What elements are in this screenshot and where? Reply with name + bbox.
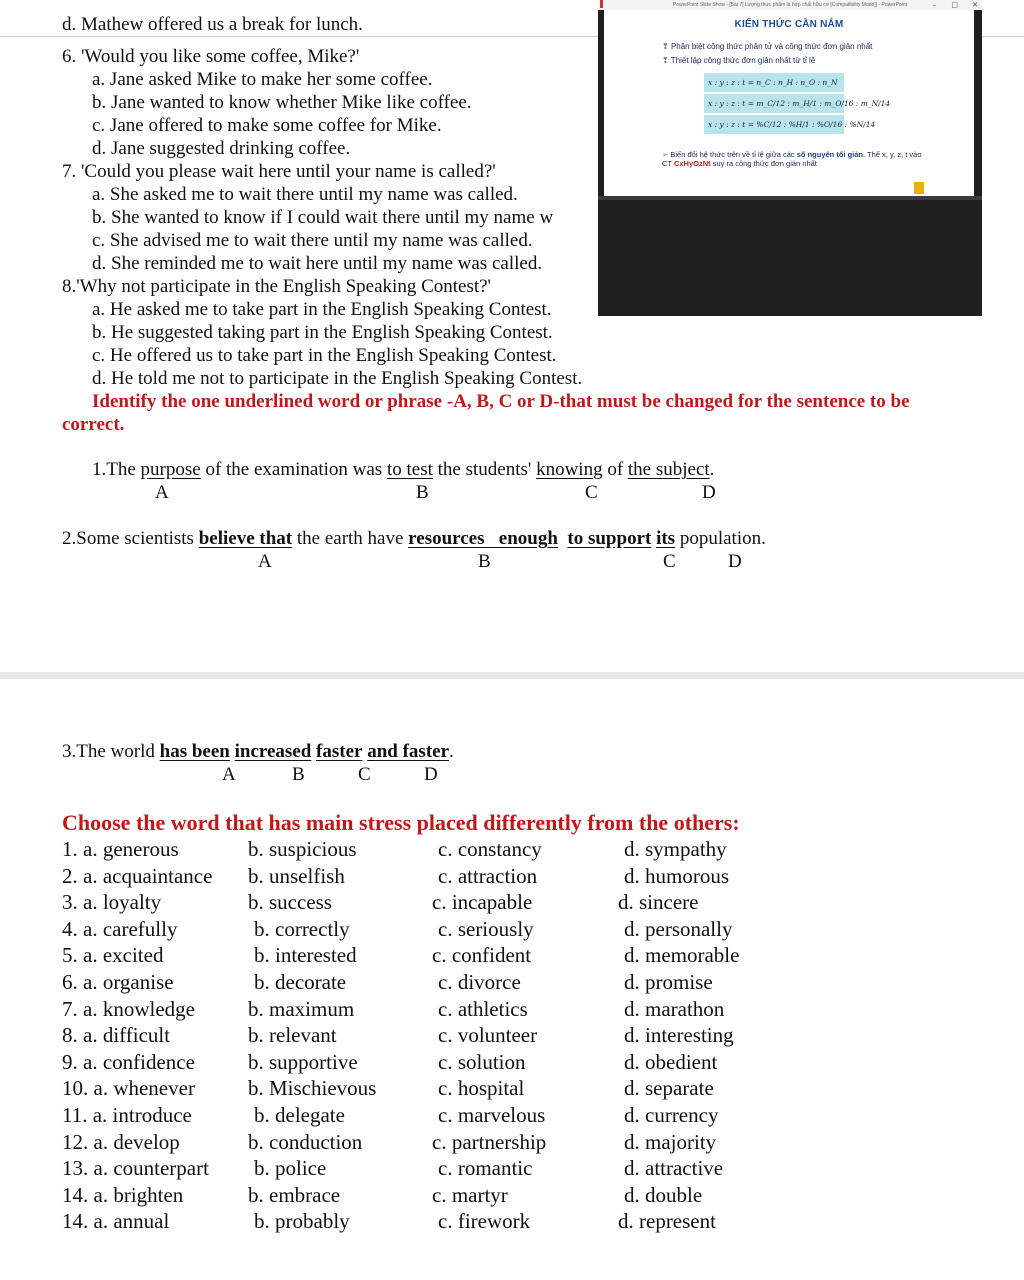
stress-q8-option-a: 8. a. difficult (62, 1023, 171, 1048)
q8-stem: 8.'Why not participate in the English Speaking Contest?' (62, 276, 491, 297)
stress-q5-option-c: c. confident (432, 943, 532, 968)
s3-underline-c: faster (316, 741, 363, 762)
q7-option-b: b. She wanted to know if I could wait there until my name w (92, 207, 554, 228)
stress-q7-option-b: b. maximum (248, 996, 355, 1021)
stress-q1-option-d: d. sympathy (624, 837, 727, 861)
formula-1: x : y : z : t = n_C : n_H : n_O : n_N (704, 73, 844, 92)
stress-q4-option-a: 4. a. carefully (62, 916, 178, 941)
stress-q9-option-d: d. obedient (624, 1049, 718, 1074)
stress-q4-option-c: c. seriously (438, 916, 534, 941)
stress-q5-option-b: b. interested (254, 943, 357, 968)
s2-underline-b: resources enough (408, 528, 558, 549)
stress-q14-option-c: c. martyr (432, 1182, 508, 1207)
s1-label-a: A (155, 482, 169, 503)
stress-q11-option-d: d. currency (624, 1103, 719, 1127)
stress-q10-option-d: d. separate (624, 1076, 714, 1101)
q6-option-c: c. Jane offered to make some coffee for Mike. (92, 115, 442, 136)
stress-q5-option-a: 5. a. excited (62, 943, 164, 968)
formula-3: x : y : z : t = %C/12 : %H/1 : %O/16 : %N/14 (704, 115, 844, 134)
stress-q11-option-c: c. marvelous (438, 1103, 546, 1127)
stress-q12-option-c: c. partnership (432, 1129, 547, 1154)
stress-q14-option-b: b. embrace (248, 1182, 341, 1207)
stress-q3-option-b: b. success (248, 890, 332, 915)
stress-q7-option-d: d. marathon (624, 996, 725, 1021)
stress-q8-option-d: d. interesting (624, 1023, 734, 1048)
q6-option-a: a. Jane asked Mike to make her some coffee. (92, 69, 433, 90)
stress-q1-option-a: 1. a. generous (62, 837, 179, 861)
s1-underline-a: purpose (140, 459, 201, 480)
s3-label-b: B (292, 764, 305, 785)
identify-instruction-cont: correct. (62, 414, 125, 435)
formula-2: x : y : z : t = m_C/12 : m_H/1 : m_O/16 : m_N/14 (704, 94, 844, 113)
s3-label-c: C (358, 764, 371, 785)
stress-q3-option-c: c. incapable (432, 890, 533, 915)
q7-option-c: c. She advised me to wait there until my name was called. (92, 230, 533, 251)
slide (604, 10, 974, 196)
s2-label-d: D (728, 551, 742, 572)
stress-q6-option-b: b. decorate (254, 970, 347, 994)
stress-q12-option-d: d. majority (624, 1129, 717, 1154)
q7-option-a: a. She asked me to wait there until my name was called. (92, 184, 518, 205)
s2-label-c: C (663, 551, 676, 572)
q8-option-d: d. He told me not to participate in the English Speaking Contest. (92, 368, 583, 389)
slide-bullet-2: ❢ Thiết lập công thức đơn giản nhất từ tỉ lệ (662, 56, 816, 65)
powerpoint-window[interactable] (598, 0, 982, 316)
stress-q12-option-b: b. conduction (248, 1129, 363, 1154)
cut-off-line: d. Mathew offered us a break for lunch. (62, 14, 363, 35)
s2-label-b: B (478, 551, 491, 572)
next-slide-icon[interactable] (914, 182, 924, 194)
stress-q7-option-c: c. athletics (438, 996, 528, 1021)
s1-underline-c: knowing (536, 459, 603, 480)
stress-q10-option-b: b. Mischievous (248, 1076, 377, 1101)
stress-q2-option-b: b. unselfish (248, 863, 345, 888)
q6-stem: 6. 'Would you like some coffee, Mike?' (62, 46, 360, 67)
stress-q9-option-c: c. solution (438, 1049, 526, 1074)
maximize-icon[interactable]: □ (951, 1, 958, 9)
stress-q15-option-d: d. represent (618, 1209, 716, 1234)
s1-underline-b: to test (386, 459, 433, 480)
stress-q14-option-a: 14. a. brighten (62, 1182, 184, 1207)
stress-q6-option-d: d. promise (624, 970, 713, 994)
window-title-bar: PowerPoint Slide Show - [Bài 7] Lượng thực phẩm là hợp chất hữu cơ [Compatibility Mode]] - PowerPoint (598, 0, 982, 10)
stress-q12-option-a: 12. a. develop (62, 1129, 180, 1154)
stress-q1-option-c: c. constancy (438, 837, 542, 861)
s1-label-b: B (416, 482, 429, 503)
stress-q9-option-a: 9. a. confidence (62, 1049, 195, 1074)
slide-note: ➢ Biến đổi hệ thức trên về tỉ lệ giữa các số nguyên tối giản. Thế x, y, z, t vào CT CxHyOzNt suy ra công thức đơn giản nhất (662, 150, 922, 168)
section-separator (0, 672, 1024, 679)
stress-q5-option-d: d. memorable (624, 943, 740, 968)
minimize-icon[interactable]: – (932, 1, 936, 9)
stress-q6-option-c: c. divorce (438, 970, 521, 994)
stress-q13-option-d: d. attractive (624, 1156, 724, 1181)
q8-option-c: c. He offered us to take part in the English Speaking Contest. (92, 345, 557, 366)
s2-underline-c: to support (567, 528, 652, 549)
stress-q3-option-d: d. sincere (618, 890, 699, 915)
stress-q6-option-a: 6. a. organise (62, 970, 174, 994)
stress-q2-option-a: 2. a. acquaintance (62, 863, 213, 888)
q7-option-d: d. She reminded me to wait here until my name was called. (92, 253, 543, 274)
stress-q1-option-b: b. suspicious (248, 837, 357, 861)
s3-underline-a: has been (159, 741, 230, 762)
slide-bullet-1: ❢ Phân biệt công thức phân tử và công thức đơn giản nhất (662, 42, 873, 51)
s1-underline-d: the subject (627, 459, 710, 480)
stress-q4-option-d: d. personally (624, 916, 733, 941)
s2-underline-a: believe that (198, 528, 293, 549)
close-icon[interactable]: ✕ (972, 1, 978, 9)
q6-option-d: d. Jane suggested drinking coffee. (92, 138, 351, 159)
identify-sentence-1: 1.The purpose of the examination was to test the students' knowing of the subject. (92, 459, 715, 480)
s3-underline-d: and faster (367, 741, 450, 762)
app-icon (600, 0, 603, 8)
slide-title: KIẾN THỨC CẦN NẮM (734, 19, 844, 30)
stress-q11-option-a: 11. a. introduce (62, 1103, 192, 1127)
stress-q15-option-a: 14. a. annual (62, 1209, 170, 1234)
stress-q15-option-c: c. firework (438, 1209, 531, 1234)
stress-q10-option-a: 10. a. whenever (62, 1076, 195, 1101)
stress-q7-option-a: 7. a. knowledge (62, 996, 195, 1021)
s2-label-a: A (258, 551, 272, 572)
stress-q8-option-b: b. relevant (248, 1023, 337, 1048)
stress-q13-option-a: 13. a. counterpart (62, 1156, 209, 1181)
presentation-background (598, 200, 982, 316)
s2-underline-d: its (656, 528, 676, 549)
s1-label-d: D (702, 482, 716, 503)
stress-q2-option-c: c. attraction (438, 863, 538, 888)
q7-stem: 7. 'Could you please wait here until your name is called?' (62, 161, 496, 182)
q6-option-b: b. Jane wanted to know whether Mike like coffee. (92, 92, 472, 113)
identify-sentence-3: 3.The world has been increased faster and faster. (62, 741, 454, 762)
s3-underline-b: increased (234, 741, 312, 762)
stress-q14-option-d: d. double (624, 1182, 703, 1207)
stress-q4-option-b: b. correctly (254, 916, 350, 941)
stress-heading: Choose the word that has main stress placed differently from the others: (62, 810, 740, 835)
s1-label-c: C (585, 482, 598, 503)
s3-label-d: D (424, 764, 438, 785)
q8-option-b: b. He suggested taking part in the English Speaking Contest. (92, 322, 553, 343)
q8-option-a: a. He asked me to take part in the English Speaking Contest. (92, 299, 552, 320)
stress-q9-option-b: b. supportive (248, 1049, 358, 1074)
identify-instruction: Identify the one underlined word or phrase -A, B, C or D-that must be changed for the sentence to be (92, 391, 910, 412)
stress-q11-option-b: b. delegate (254, 1103, 345, 1127)
stress-q3-option-a: 3. a. loyalty (62, 890, 162, 915)
stress-q2-option-d: d. humorous (624, 863, 729, 888)
s3-label-a: A (222, 764, 236, 785)
stress-q8-option-c: c. volunteer (438, 1023, 538, 1048)
stress-q15-option-b: b. probably (254, 1209, 350, 1234)
stress-q10-option-c: c. hospital (438, 1076, 525, 1101)
identify-sentence-2: 2.Some scientists believe that the earth have resources enough to support its population. (62, 528, 766, 549)
stress-q13-option-b: b. police (254, 1156, 327, 1181)
stress-q13-option-c: c. romantic (438, 1156, 533, 1181)
